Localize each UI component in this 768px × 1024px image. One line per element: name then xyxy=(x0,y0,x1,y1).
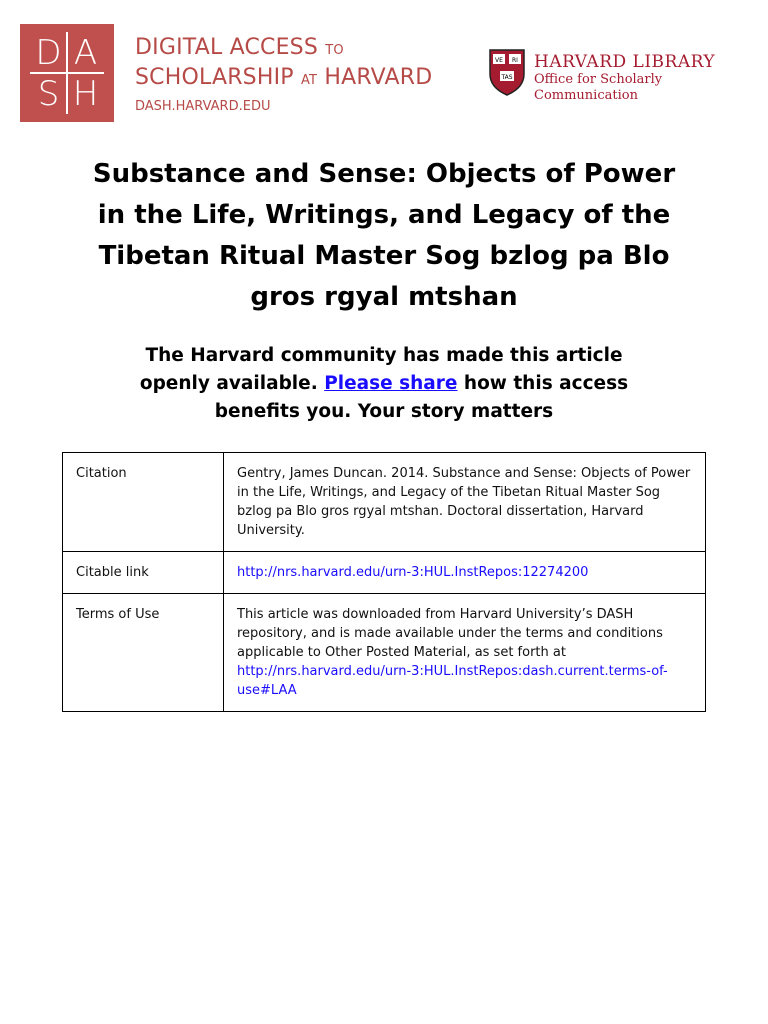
dash-brand-text: TO xyxy=(325,43,344,58)
citable-link-cell xyxy=(224,552,706,594)
document-title: Substance and Sense: Objects of Power in the Life, Writings, and Legacy of the Tibetan Ritual Master Sog bzlog pa Blo gros rgyal mtshan xyxy=(92,159,676,312)
shield-text: RI xyxy=(512,57,518,64)
dash-brand-line-1 xyxy=(135,34,432,64)
dash-brand-text: DIGITAL ACCESS xyxy=(135,35,319,60)
harvard-library-title: HARVARD LIBRARY xyxy=(534,52,716,72)
dash-logo-divider xyxy=(66,32,68,114)
terms-of-use-label: Terms of Use xyxy=(63,594,224,712)
dash-logo-letter: H xyxy=(72,73,99,114)
dash-brand xyxy=(135,34,432,116)
terms-of-use-link[interactable]: http://nrs.harvard.edu/urn-3:HUL.InstRepos:dash.current.terms-of-use#LAA xyxy=(237,664,668,698)
dash-url[interactable]: DASH.HARVARD.EDU xyxy=(135,99,271,114)
shield-text: TAS xyxy=(501,74,513,81)
terms-of-use-cell xyxy=(224,594,706,712)
dash-brand-text: AT xyxy=(300,73,318,88)
harvard-library-brand xyxy=(534,52,768,104)
share-message xyxy=(134,342,634,426)
dash-logo-letter: D xyxy=(35,32,62,73)
citation-value: Gentry, James Duncan. 2014. Substance and Sense: Objects of Power in the Life, Writings, and Legacy of the Tibetan Ritual Master Sog bzlog pa Blo gros rgyal mtshan. Doctoral dissertation, Harvard University. xyxy=(224,453,706,552)
harvard-library-subtitle: Office for Scholarly Communication xyxy=(534,72,663,103)
shield-text: VE xyxy=(495,57,503,64)
citation-label: Citation xyxy=(63,453,224,552)
please-share-link[interactable]: Please share xyxy=(324,373,458,394)
terms-of-use-text: This article was downloaded from Harvard University’s DASH repository, and is made available under the terms and conditions applicable to Other Posted Material, as set forth at xyxy=(237,607,663,660)
harvard-shield-icon xyxy=(488,48,526,96)
table-row xyxy=(63,552,706,594)
table-row xyxy=(63,594,706,712)
dash-logo xyxy=(20,24,114,122)
dash-brand-line-2 xyxy=(135,64,432,94)
metadata-table xyxy=(62,452,706,712)
table-row xyxy=(63,453,706,552)
dash-brand-text: HARVARD xyxy=(324,65,433,90)
citable-link-label: Citable link xyxy=(63,552,224,594)
dash-logo-letter: S xyxy=(37,73,60,114)
dash-brand-text: SCHOLARSHIP xyxy=(135,65,294,90)
dash-logo-letter: A xyxy=(73,32,98,73)
share-message-text: how this access benefits you. Your story matters xyxy=(214,373,629,422)
citable-link[interactable]: http://nrs.harvard.edu/urn-3:HUL.InstRepos:12274200 xyxy=(237,565,589,580)
share-message-text: The Harvard community has made this article openly available. xyxy=(139,345,623,394)
